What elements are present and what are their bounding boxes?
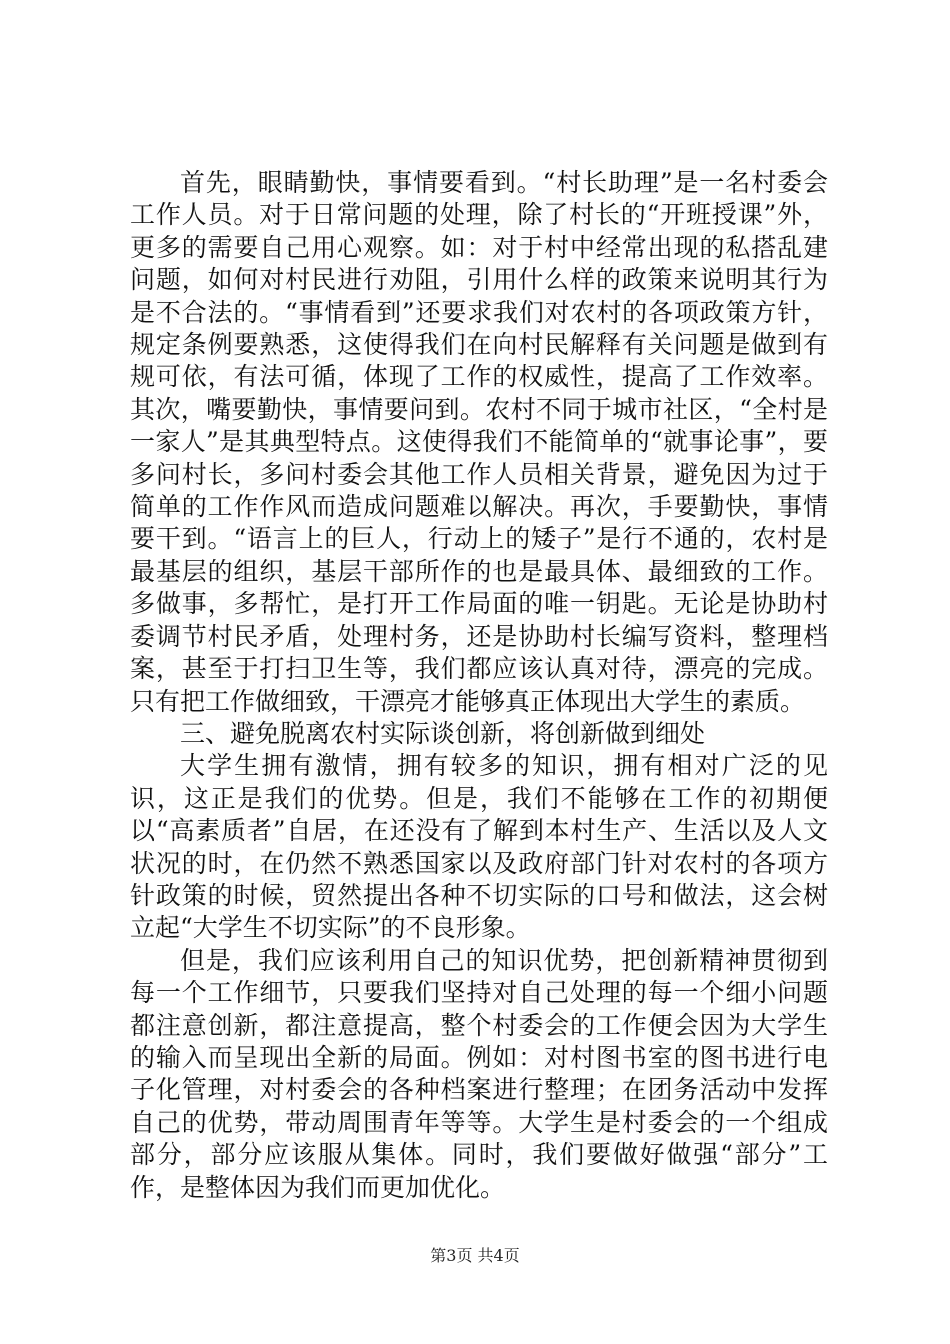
page-footer: 第3页 共4页 — [430, 1246, 520, 1265]
document-body — [130, 167, 828, 1204]
section-heading-innovation: 三、避免脱离农村实际谈创新，将创新做到细处 — [180, 718, 706, 748]
paragraph-student-advantages: 大学生拥有激情，拥有较多的知识，拥有相对广泛的见识，这正是我们的优势。但是，我们不能够在工作的初期便以“高素质者”自居，在还没有了解到本村生产、生活以及人文状况的时，在仍然不熟悉国家以及政府部门针对农村的各项方针政策的时候，贸然提出各种不切实际的口号和做法，这会树立起“大学生不切实际”的不良形象。 — [130, 751, 828, 943]
paragraph-innovation-details: 但是，我们应该利用自己的知识优势，把创新精神贯彻到每一个工作细节，只要我们坚持对自己处理的每一个细小问题都注意创新，都注意提高，整个村委会的工作便会因为大学生的输入而呈现出全新的局面。例如：对村图书室的图书进行电子化管理，对村委会的各种档案进行整理；在团务活动中发挥自己的优势，带动周围青年等等。大学生是村委会的一个组成部分，部分应该服从集体。同时，我们要做好做强“部分”工作，是整体因为我们而更加优化。 — [130, 945, 828, 1202]
paragraph-work-attitude: 首先，眼睛勤快，事情要看到。“村长助理”是一名村委会工作人员。对于日常问题的处理，除了村长的“开班授课”外，更多的需要自己用心观察。如：对于村中经常出现的私搭乱建问题，如何对村民进行劝阻，引用什么样的政策来说明其行为是不合法的。“事情看到”还要求我们对农村的各项政策方针，规定条例要熟悉，这使得我们在向村民解释有关问题是做到有规可依，有法可循，体现了工作的权威性，提高了工作效率。其次，嘴要勤快，事情要问到。农村不同于城市社区，“全村是一家人”是其典型特点。这使得我们不能简单的“就事论事”，要多问村长，多问村委会其他工作人员相关背景，避免因为过于简单的工作作风而造成问题难以解决。再次，手要勤快，事情要干到。“语言上的巨人，行动上的矮子”是行不通的，农村是最基层的组织，基层干部所作的也是最具体、最细致的工作。多做事，多帮忙，是打开工作局面的唯一钥匙。无论是协助村委调节村民矛盾，处理村务，还是协助村长编写资料，整理档案，甚至于打扫卫生等，我们都应该认真对待，漂亮的完成。只有把工作做细致，干漂亮才能够真正体现出大学生的素质。 — [130, 168, 828, 716]
